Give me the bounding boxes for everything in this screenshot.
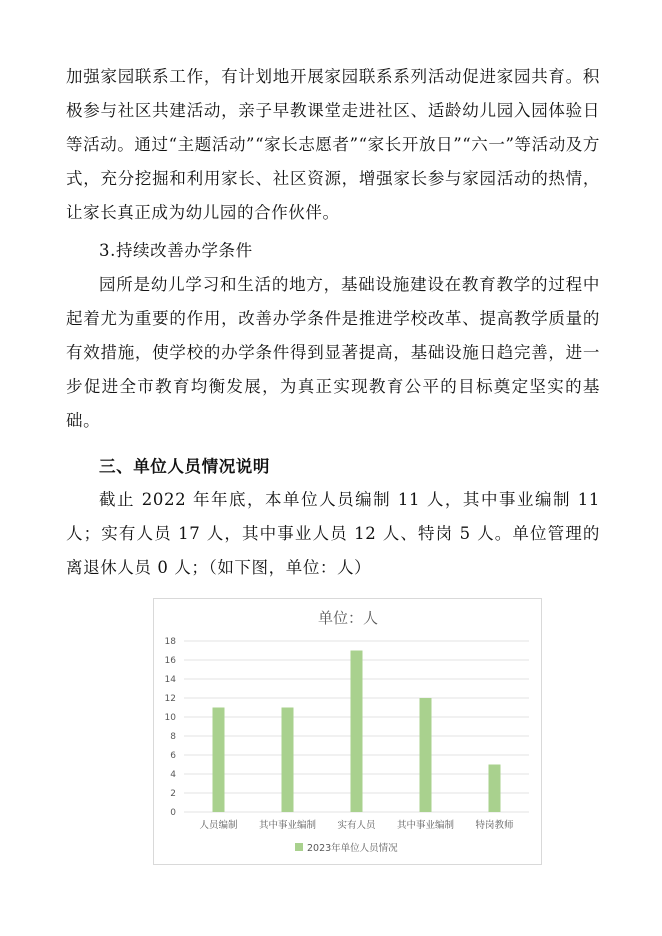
chart-canvas (154, 599, 543, 866)
y-tick-label: 12 (164, 694, 176, 704)
subheading-improve-conditions: 3.持续改善办学条件 (99, 241, 253, 260)
paragraph-infrastructure: 园所是幼儿学习和生活的地方，基础设施建设在教育教学的过程中起着尤为重要的作用，改善办学条件是推进学校改革、提高教学质量的有效措施，使学校的办学条件得到显著提高，基础设施日趋完善，进一步促进全市教育均衡发展，为真正实现教育公平的目标奠定坚实的基础。 (66, 275, 600, 430)
y-tick-label: 6 (170, 751, 176, 761)
y-tick-label: 8 (170, 732, 176, 742)
staff-bar-chart (153, 598, 542, 865)
legend-label: 2023年单位人员情况 (307, 843, 398, 854)
y-tick-label: 0 (170, 808, 176, 818)
y-tick-label: 14 (164, 675, 176, 685)
paragraph-family-school: 加强家园联系工作，有计划地开展家园联系系列活动促进家园共育。积极参与社区共建活动，亲子早教课堂走进社区、适龄幼儿园入园体验日等活动。通过“主题活动”“家长志愿者”“家长开放日”“六一”等活动及方式，充分挖掘和利用家长、社区资源，增强家长参与家园活动的热情，让家长真正成为幼儿园的合作伙伴。 (66, 67, 600, 222)
bar (351, 651, 363, 813)
bar (420, 698, 432, 812)
bar (213, 708, 225, 813)
bar (489, 765, 501, 813)
x-tick-label: 实有人员 (337, 820, 376, 831)
x-tick-label: 特岗教师 (475, 820, 514, 831)
x-tick-label: 人员编制 (199, 820, 238, 831)
y-tick-label: 2 (170, 789, 176, 799)
paragraph-staff-summary: 截止 2022 年年底，本单位人员编制 11 人，其中事业编制 11 人；实有人员 17 人，其中事业人员 12 人、特岗 5 人。单位管理的离退休人员 0 人；（如下图，单位：人） (66, 490, 600, 577)
bar (282, 708, 294, 813)
y-tick-label: 16 (164, 656, 176, 666)
y-tick-label: 4 (170, 770, 176, 780)
x-tick-label: 其中事业编制 (396, 820, 455, 831)
section-heading-staff: 三、单位人员情况说明 (99, 457, 270, 476)
y-tick-label: 18 (164, 637, 176, 647)
y-tick-label: 10 (164, 713, 176, 723)
chart-title: 单位：人 (317, 609, 379, 627)
legend-swatch (295, 843, 303, 851)
x-tick-label: 其中事业编制 (258, 820, 317, 831)
